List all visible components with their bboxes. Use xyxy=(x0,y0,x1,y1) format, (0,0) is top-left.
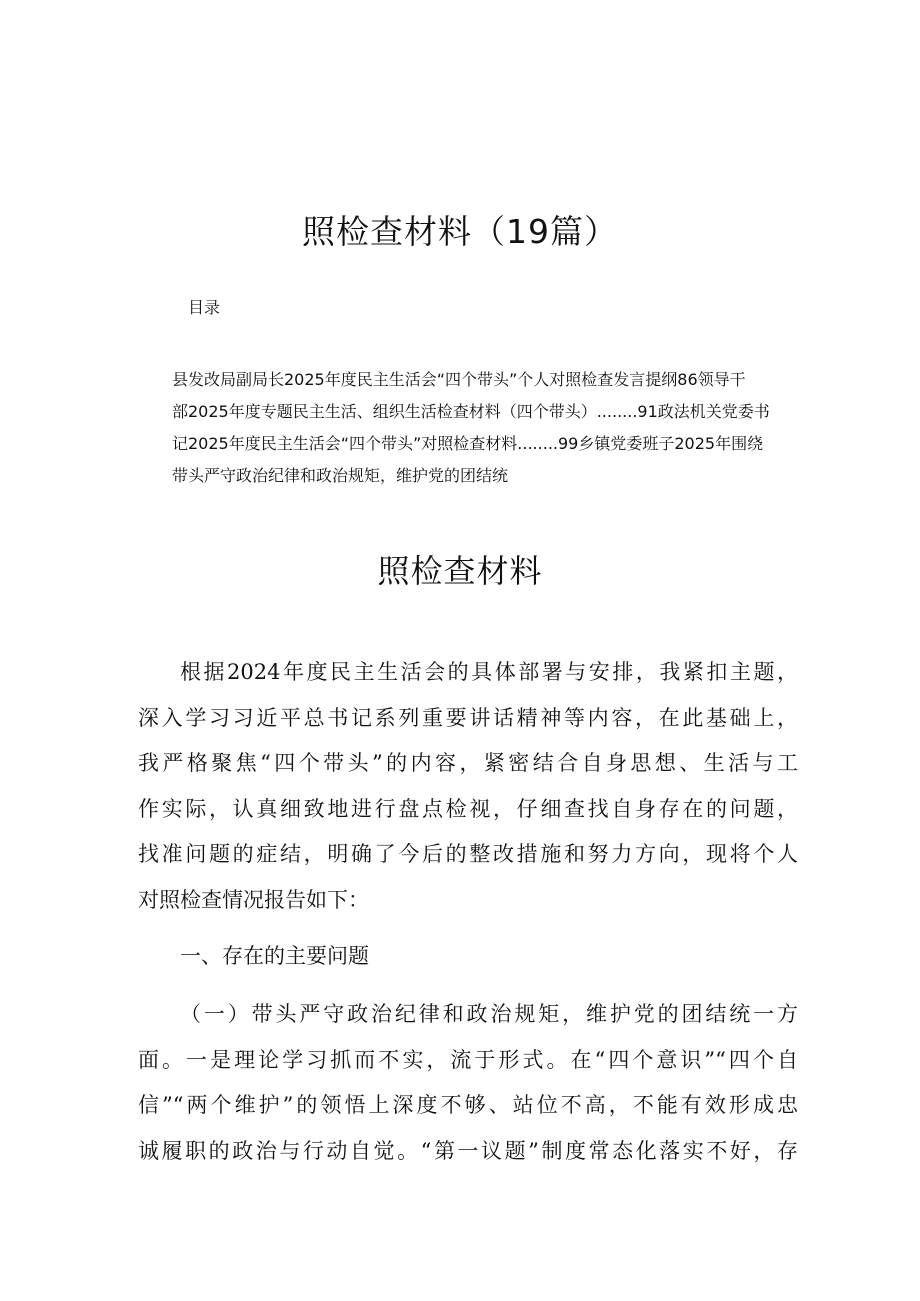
paragraph-line: 找准问题的症结，明确了今后的整改措施和努力方向，现将个人 xyxy=(138,842,798,866)
paragraph-line: 根据2024年度民主生活会的具体部署与安排，我紧扣主题， xyxy=(180,660,798,684)
section-title: 照检查材料 xyxy=(377,552,543,590)
heading-level-one: 一、存在的主要问题 xyxy=(180,944,369,968)
paragraph-line: 我严格聚焦“四个带头”的内容，紧密结合自身思想、生活与工 xyxy=(138,751,798,775)
paragraph-line: （一）带头严守政治纪律和政治规矩，维护党的团结统一方 xyxy=(180,1002,798,1026)
paragraph-line: 信”“两个维护”的领悟上深度不够、站位不高，不能有效形成忠 xyxy=(138,1093,798,1117)
table-of-contents xyxy=(172,364,802,492)
document-title: 照检查材料（19篇） xyxy=(302,212,618,251)
toc-line: 部2025年度专题民主生活、组织生活检查材料（四个带头）........91政法机关党委书 xyxy=(172,402,770,421)
paragraph-line: 对照检查情况报告如下： xyxy=(138,887,369,912)
paragraph-line: 诚履职的政治与行动自觉。“第一议题”制度常态化落实不好，存 xyxy=(138,1138,798,1163)
toc-line: 带头严守政治纪律和政治规矩，维护党的团结统 xyxy=(172,466,509,485)
intro-paragraph xyxy=(138,650,798,923)
paragraph-line: 深入学习习近平总书记系列重要讲话精神等内容，在此基础上， xyxy=(138,705,798,730)
problem-paragraph xyxy=(138,992,798,1174)
toc-line: 记2025年度民主生活会“四个带头”对照检查材料........99乡镇党委班子2025年围绕 xyxy=(172,434,764,453)
paragraph-line: 面。一是理论学习抓而不实，流于形式。在“四个意识”“四个自 xyxy=(138,1047,798,1072)
paragraph-line: 作实际，认真细致地进行盘点检视，仔细查找自身存在的问题， xyxy=(138,796,798,821)
toc-heading: 目录 xyxy=(188,298,221,317)
toc-line: 县发改局副局长2025年度民主生活会“四个带头”个人对照检查发言提纲86领导干 xyxy=(172,370,746,389)
